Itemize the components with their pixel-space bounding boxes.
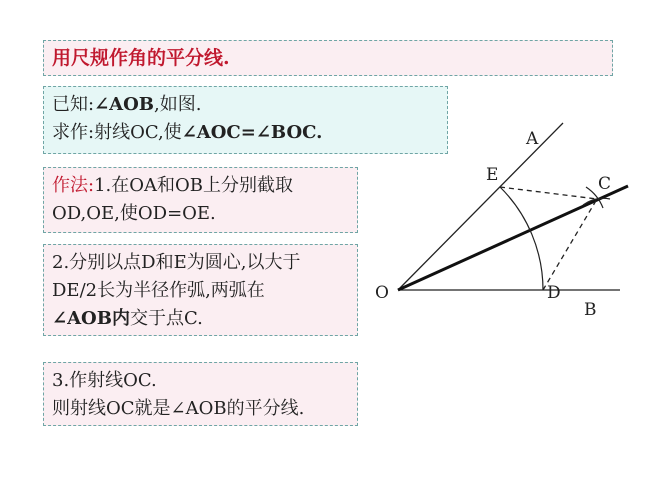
label-b: B	[584, 300, 597, 320]
step2-line-2: DE/2长为半径作弧,两弧在	[52, 280, 265, 301]
step2-box	[43, 244, 358, 336]
label-a: A	[526, 129, 539, 149]
step3-line-2: 则射线OC就是∠AOB的平分线.	[52, 398, 305, 419]
step2-text-3: 交于点C.	[129, 308, 203, 329]
label-d: D	[547, 283, 561, 303]
step2-line-3	[52, 305, 349, 333]
construct-angle: ∠AOC=∠BOC.	[181, 122, 323, 143]
step1-line-2: OD,OE,使OD=OE.	[52, 203, 216, 224]
step1-line-1	[52, 172, 349, 200]
construct-prefix: 求作:射线OC,使	[52, 122, 182, 143]
title-box	[43, 40, 613, 76]
step2-angle: ∠AOB内	[52, 308, 130, 329]
label-o: O	[375, 283, 389, 303]
step1-box	[43, 167, 358, 233]
step1-text-1: 1.在OA和OB上分别截取	[94, 175, 293, 196]
label-e: E	[486, 165, 499, 185]
given-angle: ∠AOB	[94, 94, 155, 115]
title: 用尺规作角的平分线.	[52, 47, 230, 69]
arc-de	[500, 187, 543, 290]
step2-line-1: 2.分别以点D和E为圆心,以大于	[52, 252, 301, 273]
label-c: C	[598, 174, 612, 194]
given-suffix: ,如图.	[154, 94, 202, 115]
angle-bisector-diagram	[360, 110, 667, 350]
step3-box	[43, 362, 358, 426]
segment-ec	[500, 187, 597, 199]
given-prefix: 已知:	[52, 94, 95, 115]
method-label: 作法:	[52, 175, 95, 196]
step3-line-1: 3.作射线OC.	[52, 370, 157, 391]
